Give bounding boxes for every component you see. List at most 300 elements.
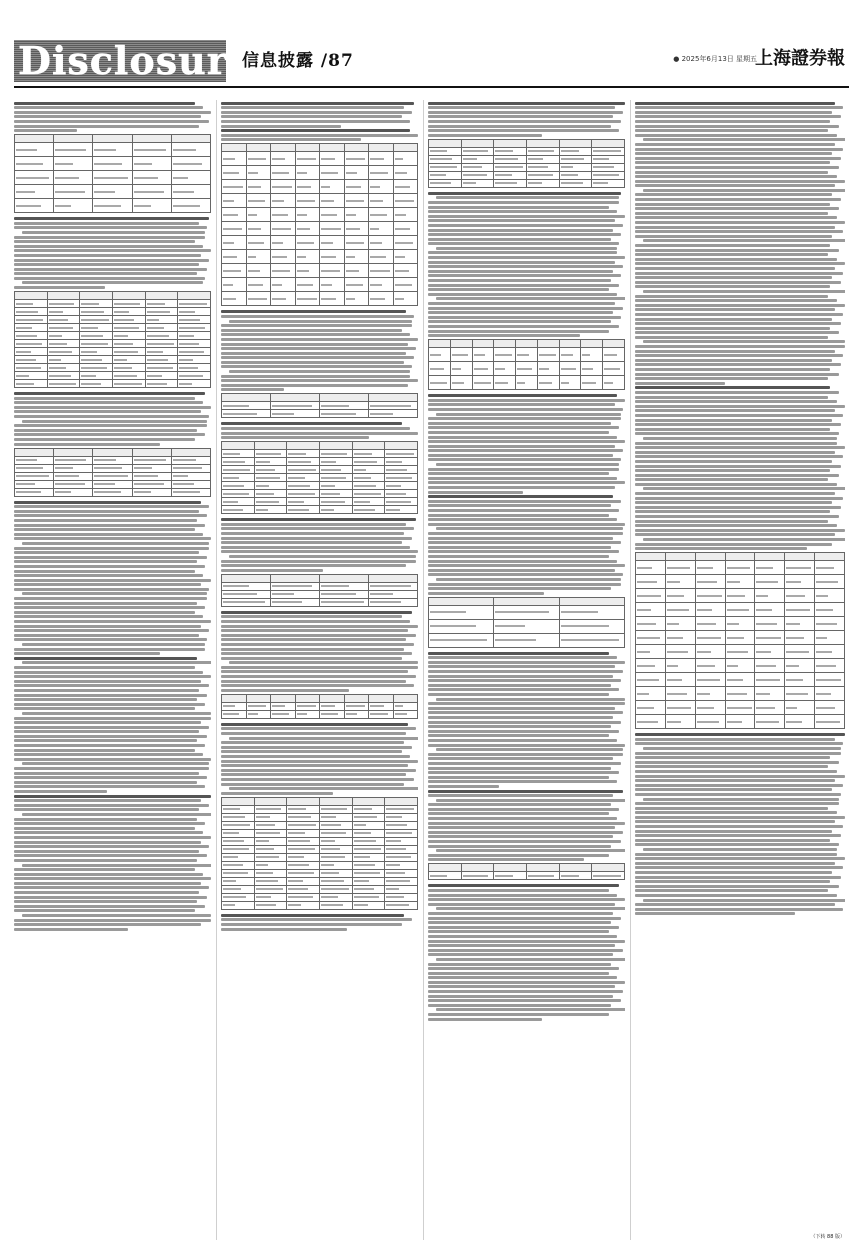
text-line: [428, 707, 615, 710]
text-line: [428, 569, 615, 572]
text-line: [428, 518, 617, 521]
table-cell: [785, 687, 815, 701]
table-row: [15, 143, 211, 157]
table-row: [15, 364, 211, 372]
table-cell: [665, 575, 695, 589]
table-cell: [695, 617, 725, 631]
table-cell: [369, 410, 418, 418]
table-cell: [815, 715, 845, 729]
table-cell: [344, 278, 369, 292]
table-cell: [222, 278, 247, 292]
table-cell: [171, 157, 210, 171]
table-cell: [385, 829, 418, 837]
table-cell: [254, 466, 287, 474]
text-line: [635, 474, 839, 477]
text-line: [635, 148, 843, 151]
table-cell: [222, 474, 255, 482]
table-cell: [385, 901, 418, 909]
text-line: [635, 497, 843, 500]
text-line: [221, 102, 414, 105]
table-cell: [461, 155, 494, 163]
table-cell: [254, 482, 287, 490]
text-line: [14, 730, 199, 733]
table-row: [222, 837, 418, 845]
table-header-cell: [47, 292, 80, 300]
table-cell: [132, 171, 171, 185]
text-line: [428, 316, 621, 319]
table-cell: [80, 316, 113, 324]
table-cell: [695, 589, 725, 603]
table-cell: [54, 157, 93, 171]
text-line: [221, 750, 402, 753]
text-line: [221, 324, 412, 327]
dateline: ● 2025年6月13日 星期五: [673, 55, 757, 63]
table-cell: [319, 458, 352, 466]
table-cell: [254, 498, 287, 506]
table-header-cell: [295, 144, 320, 152]
table-cell: [785, 603, 815, 617]
table-cell: [171, 456, 210, 464]
text-block: [221, 422, 418, 439]
table-cell: [15, 199, 54, 213]
text-line: [428, 898, 625, 901]
text-line: [428, 716, 613, 719]
table-row: [636, 701, 845, 715]
text-line: [221, 741, 404, 744]
table-row: [15, 356, 211, 364]
text-column-2: [221, 100, 418, 1240]
text-line: [428, 115, 613, 118]
text-line: [221, 684, 414, 687]
table-cell: [385, 885, 418, 893]
table-cell: [145, 380, 178, 388]
table-cell: [516, 376, 538, 390]
table-cell: [178, 356, 211, 364]
text-line: [428, 320, 611, 323]
text-line: [635, 520, 828, 523]
text-line: [428, 912, 613, 915]
text-line: [14, 648, 205, 651]
text-line: [643, 189, 845, 192]
table-cell: [429, 171, 462, 179]
text-line: [635, 866, 843, 869]
text-line: [14, 707, 195, 710]
table-cell: [319, 805, 352, 813]
text-line: [14, 868, 195, 871]
text-line: [428, 776, 609, 779]
table-cell: [581, 348, 603, 362]
table-cell: [385, 877, 418, 885]
text-line: [428, 949, 623, 952]
table-row: [636, 589, 845, 603]
table-cell: [516, 362, 538, 376]
text-line: [14, 537, 211, 540]
table-cell: [319, 853, 352, 861]
table-cell: [271, 702, 296, 710]
text-line: [428, 261, 615, 264]
table-cell: [636, 561, 666, 575]
table-cell: [222, 166, 247, 180]
text-line: [14, 808, 199, 811]
table-cell: [385, 869, 418, 877]
table-row: [222, 194, 418, 208]
text-line: [635, 377, 828, 380]
table-cell: [254, 853, 287, 861]
table-cell: [15, 300, 48, 308]
text-line: [428, 449, 623, 452]
table-cell: [352, 845, 385, 853]
text-line: [428, 679, 621, 682]
table-cell: [559, 605, 624, 619]
text-line: [428, 963, 611, 966]
table-cell: [636, 673, 666, 687]
table-cell: [246, 710, 271, 718]
table-cell: [344, 222, 369, 236]
table-cell: [494, 376, 516, 390]
table-row: [222, 853, 418, 861]
text-line: [14, 514, 207, 517]
text-line: [22, 231, 205, 234]
text-line: [635, 230, 843, 233]
text-line: [221, 129, 410, 132]
table-cell: [636, 617, 666, 631]
text-line: [635, 143, 835, 146]
table-cell: [254, 506, 287, 514]
table-cell: [592, 872, 625, 880]
table-row: [222, 574, 418, 582]
table-cell: [254, 893, 287, 901]
text-line: [14, 795, 211, 798]
table-cell: [320, 292, 345, 306]
table-cell: [112, 356, 145, 364]
text-line: [635, 529, 845, 532]
table-cell: [295, 264, 320, 278]
text-line: [221, 755, 410, 758]
table-cell: [246, 702, 271, 710]
text-line: [436, 748, 623, 751]
table-cell: [385, 506, 418, 514]
text-line: [14, 533, 203, 536]
table-cell: [320, 222, 345, 236]
table-row: [222, 474, 418, 482]
table-header-cell: [320, 574, 369, 582]
text-line: [635, 212, 828, 215]
table-cell: [222, 877, 255, 885]
table-cell: [222, 506, 255, 514]
table-cell: [559, 147, 592, 155]
table-row: [15, 348, 211, 356]
text-line: [643, 538, 845, 541]
text-line: [635, 455, 843, 458]
text-line: [436, 463, 619, 466]
text-line: [14, 611, 195, 614]
table-row: [222, 264, 418, 278]
text-line: [635, 857, 845, 860]
table-row: [222, 144, 418, 152]
table-cell: [287, 482, 320, 490]
table-cell: [369, 222, 394, 236]
table-cell: [319, 845, 352, 853]
table-header-cell: [695, 553, 725, 561]
table-row: [222, 458, 418, 466]
text-line: [14, 831, 203, 834]
table-cell: [537, 376, 559, 390]
table-cell: [112, 364, 145, 372]
table-cell: [494, 147, 527, 155]
table-row: [429, 376, 625, 390]
text-line: [635, 492, 835, 495]
table-cell: [319, 498, 352, 506]
text-line: [635, 469, 830, 472]
text-line: [14, 785, 205, 788]
table-row: [222, 236, 418, 250]
text-line: [428, 845, 611, 848]
table-header-cell: [222, 574, 271, 582]
text-line: [635, 322, 841, 325]
text-line: [428, 238, 611, 241]
table-cell: [15, 472, 54, 480]
table-header-cell: [369, 394, 418, 402]
table-cell: [319, 861, 352, 869]
table-cell: [603, 376, 625, 390]
table-cell: [665, 589, 695, 603]
text-line: [428, 990, 623, 993]
text-line: [14, 877, 211, 880]
text-line: [14, 254, 201, 257]
table-cell: [461, 179, 494, 187]
table-cell: [385, 837, 418, 845]
text-line: [14, 429, 197, 432]
text-line: [635, 203, 830, 206]
table-cell: [287, 805, 320, 813]
table-row: [222, 829, 418, 837]
table-cell: [47, 356, 80, 364]
table-row: [429, 179, 625, 187]
text-line: [14, 804, 209, 807]
text-line: [22, 592, 207, 595]
table-cell: [755, 617, 785, 631]
table-cell: [295, 180, 320, 194]
text-line: [428, 431, 609, 434]
table-cell: [815, 617, 845, 631]
text-line: [635, 331, 839, 334]
table-cell: [254, 821, 287, 829]
text-line: [14, 739, 197, 742]
table-cell: [171, 199, 210, 213]
table-cell: [93, 171, 132, 185]
table-cell: [815, 589, 845, 603]
table-cell: [369, 702, 394, 710]
table-cell: [559, 633, 624, 647]
table-cell: [222, 208, 247, 222]
text-block: [428, 790, 625, 862]
text-line: [635, 816, 845, 819]
table-cell: [636, 631, 666, 645]
table-row: [636, 715, 845, 729]
text-block: [14, 657, 211, 793]
table-row: [222, 861, 418, 869]
table-cell: [369, 152, 394, 166]
text-line: [428, 794, 613, 797]
table-header-cell: [461, 864, 494, 872]
table-cell: [725, 603, 755, 617]
text-line: [221, 138, 361, 141]
table-cell: [385, 853, 418, 861]
table-cell: [815, 701, 845, 715]
table-cell: [112, 300, 145, 308]
table-header-cell: [526, 139, 559, 147]
text-block: [635, 733, 845, 915]
text-line: [635, 363, 841, 366]
table-cell: [369, 582, 418, 590]
table-row: [636, 603, 845, 617]
table-cell: [352, 458, 385, 466]
text-line: [428, 436, 617, 439]
table-cell: [54, 472, 93, 480]
text-line: [436, 1008, 625, 1011]
table-cell: [320, 702, 345, 710]
text-line: [643, 487, 845, 490]
table-cell: [559, 163, 592, 171]
text-line: [635, 880, 830, 883]
text-line: [635, 161, 830, 164]
text-line: [14, 217, 209, 220]
table-cell: [319, 821, 352, 829]
table-cell: [222, 845, 255, 853]
table-cell: [385, 861, 418, 869]
text-line: [221, 333, 410, 336]
text-line: [14, 249, 211, 252]
text-line: [221, 569, 323, 572]
table-cell: [171, 472, 210, 480]
table-cell: [254, 805, 287, 813]
table-cell: [725, 673, 755, 687]
text-block: [221, 914, 418, 931]
table-cell: [369, 236, 394, 250]
text-line: [428, 201, 619, 204]
table-cell: [295, 292, 320, 306]
table-cell: [815, 673, 845, 687]
table-cell: [222, 702, 247, 710]
table-cell: [222, 869, 255, 877]
table-cell: [319, 869, 352, 877]
table-row: [222, 410, 418, 418]
table-header-cell: [429, 864, 462, 872]
text-line: [428, 725, 611, 728]
table-header-cell: [494, 340, 516, 348]
text-line: [14, 560, 197, 563]
text-line: [635, 327, 830, 330]
table-cell: [222, 893, 255, 901]
table-cell: [271, 264, 296, 278]
text-line: [14, 629, 209, 632]
masthead-rule: [14, 86, 849, 88]
table-row: [222, 180, 418, 194]
table-cell: [54, 464, 93, 472]
table-row: [429, 139, 625, 147]
text-line: [635, 120, 830, 123]
text-line: [635, 345, 845, 348]
table-cell: [429, 163, 462, 171]
table-cell: [559, 872, 592, 880]
table-cell: [287, 466, 320, 474]
table-cell: [494, 163, 527, 171]
text-line: [635, 267, 835, 270]
table-cell: [80, 356, 113, 364]
table-cell: [254, 845, 287, 853]
text-line: [635, 304, 845, 307]
text-line: [14, 240, 195, 243]
table-cell: [636, 715, 666, 729]
table-cell: [450, 376, 472, 390]
table-cell: [15, 324, 48, 332]
table-cell: [80, 324, 113, 332]
table-row: [15, 332, 211, 340]
table-cell: [755, 561, 785, 575]
table-cell: [93, 472, 132, 480]
text-line: [428, 817, 617, 820]
table-header-cell: [295, 694, 320, 702]
table-cell: [112, 340, 145, 348]
table-cell: [352, 885, 385, 893]
table-cell: [254, 490, 287, 498]
text-line: [14, 547, 209, 550]
text-line: [428, 399, 625, 402]
table-cell: [352, 498, 385, 506]
table-cell: [695, 603, 725, 617]
table-cell: [54, 143, 93, 157]
text-line: [635, 428, 830, 431]
table-cell: [222, 250, 247, 264]
text-line: [14, 634, 199, 637]
table-header-cell: [112, 292, 145, 300]
table-cell: [815, 603, 845, 617]
table-cell: [93, 157, 132, 171]
table-cell: [222, 590, 271, 598]
text-line: [14, 675, 211, 678]
text-line: [14, 799, 201, 802]
table-row: [15, 324, 211, 332]
table-cell: [80, 308, 113, 316]
table-cell: [393, 236, 418, 250]
text-line: [428, 573, 623, 576]
text-line: [221, 918, 412, 921]
text-line: [635, 876, 841, 879]
table-cell: [755, 673, 785, 687]
table-cell: [246, 222, 271, 236]
table-cell: [755, 687, 785, 701]
text-line: [428, 546, 611, 549]
text-line: [428, 935, 617, 938]
text-line: [14, 556, 207, 559]
text-line: [635, 547, 807, 550]
text-line: [635, 423, 841, 426]
table-cell: [815, 659, 845, 673]
text-line: [428, 454, 613, 457]
table-cell: [472, 376, 494, 390]
table-cell: [429, 348, 451, 362]
text-line: [22, 914, 211, 917]
table-header-cell: [222, 394, 271, 402]
text-line: [221, 657, 402, 660]
text-line: [221, 347, 416, 350]
text-line: [221, 675, 416, 678]
text-line: [221, 120, 410, 123]
table-header-cell: [636, 553, 666, 561]
table-cell: [254, 861, 287, 869]
text-line: [14, 406, 211, 409]
text-line: [428, 472, 609, 475]
